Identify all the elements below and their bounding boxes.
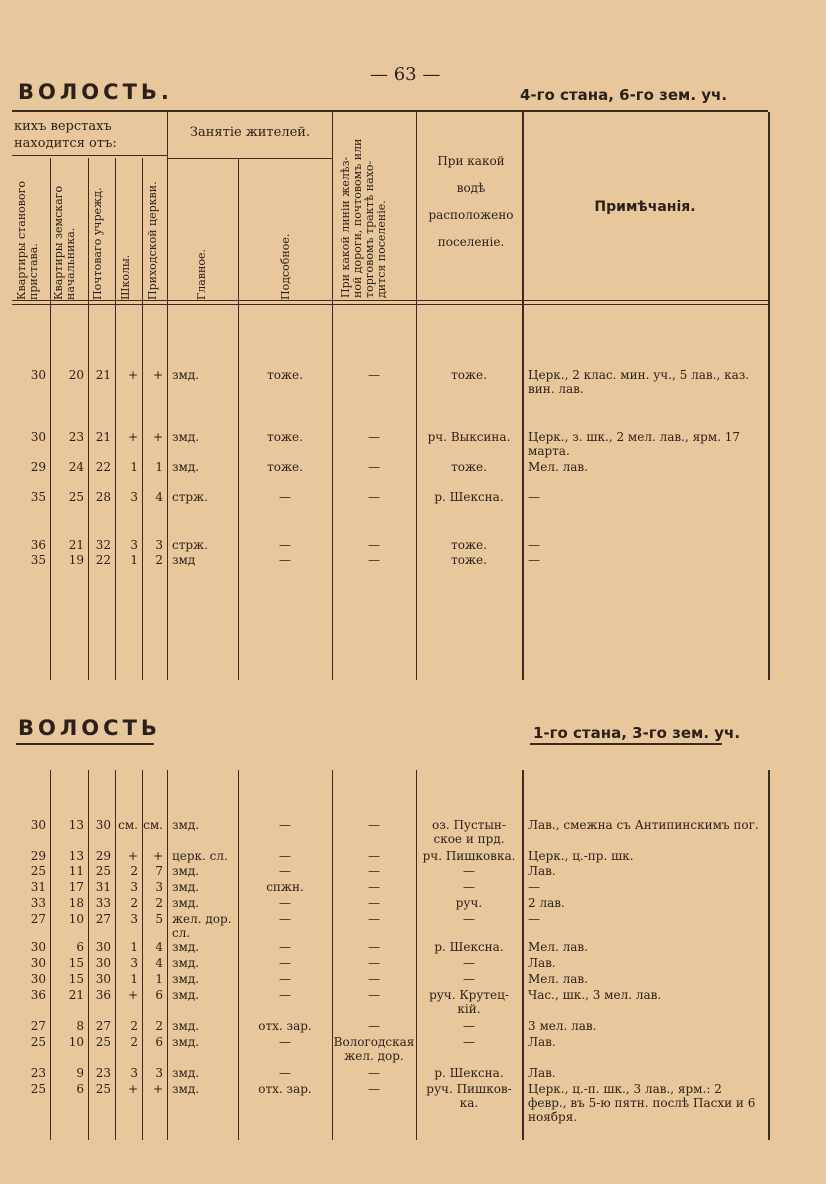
distance-cell: 2 — [130, 896, 138, 910]
occupation-group-header: Занятіе жителей. — [189, 125, 311, 140]
distance-cell: 32 — [95, 538, 111, 552]
distance-cell: 21 — [95, 430, 111, 444]
distance-cell: 25 — [95, 1035, 111, 1049]
distance-cell: 30 — [30, 972, 46, 986]
distance-cell: 25 — [95, 864, 111, 878]
notes-cell: Церк., 2 клас. мин. уч., 5 лав., каз. вин. лав. — [528, 368, 750, 396]
distance-cell: 36 — [95, 988, 111, 1002]
water-cell: тоже. — [451, 538, 487, 552]
notes-cell: Мел. лав. — [528, 460, 588, 474]
district-label-2: 1-го стана, 3-го зем. уч. — [533, 724, 741, 742]
water-cell: — — [463, 1019, 475, 1033]
aux-occupation-cell: — — [279, 818, 291, 832]
distance-cell: 27 — [30, 1019, 46, 1033]
distance-cell: 3 — [130, 880, 138, 894]
distance-cell: 22 — [95, 553, 111, 567]
main-occupation-cell: змд. — [172, 1082, 200, 1096]
distance-cell: 29 — [95, 849, 111, 863]
distance-cell: 29 — [30, 460, 46, 474]
water-cell: руч. Пишков- ка. — [426, 1082, 512, 1110]
distance-cell: 30 — [95, 940, 111, 954]
distance-cell: 3 — [155, 1066, 163, 1080]
distance-cell: 1 — [155, 972, 163, 986]
railway-cell: — — [368, 1019, 380, 1033]
distance-cell: 3 — [155, 880, 163, 894]
water-cell: — — [463, 1035, 475, 1049]
distance-cell: 35 — [30, 490, 46, 504]
railway-cell: — — [368, 864, 380, 878]
distance-cell: 2 — [130, 1019, 138, 1033]
notes-cell: Лав., смежна съ Антипинскимъ пог. — [528, 818, 759, 832]
distance-cell: 30 — [95, 818, 111, 832]
water-cell: — — [463, 864, 475, 878]
main-occupation-cell: змд. — [172, 368, 200, 382]
distance-cell: см. — [143, 818, 163, 832]
main-occupation-cell: змд. — [172, 940, 200, 954]
section-title: ВОЛОСТЬ. — [18, 80, 173, 104]
distance-cell: 20 — [68, 368, 84, 382]
distance-cell: 27 — [95, 912, 111, 926]
distance-cell: 23 — [30, 1066, 46, 1080]
distance-cell: 31 — [95, 880, 111, 894]
distance-cell: + — [127, 849, 138, 863]
notes-cell: Церк., ц.-пр. шк. — [528, 849, 634, 863]
aux-occupation-cell: — — [279, 956, 291, 970]
aux-occupation-cell: — — [279, 988, 291, 1002]
distance-cell: 17 — [68, 880, 84, 894]
distance-cell: 13 — [68, 818, 84, 832]
water-cell: — — [463, 912, 475, 926]
railway-cell: — — [368, 460, 380, 474]
distance-cell: 4 — [155, 956, 163, 970]
distance-cell: 25 — [95, 1082, 111, 1096]
aux-occupation-cell: тоже. — [267, 430, 303, 444]
water-cell: р. Шексна. — [434, 490, 504, 504]
distance-cell: 8 — [76, 1019, 84, 1033]
railway-cell: — — [368, 880, 380, 894]
col-header-church: Приходской церкви. — [146, 181, 159, 300]
distance-cell: 21 — [68, 988, 84, 1002]
notes-cell: Мел. лав. — [528, 940, 588, 954]
aux-occupation-cell: — — [279, 896, 291, 910]
distance-cell: 25 — [68, 490, 84, 504]
railway-cell: — — [368, 988, 380, 1002]
distance-cell: + — [127, 430, 138, 444]
aux-occupation-cell: — — [279, 1066, 291, 1080]
main-occupation-cell: змд. — [172, 972, 200, 986]
col-header-railway: При какой линіи желѣз- ной дороги, почтовомъ или торговомъ трактѣ нахо- дится поселеніе. — [339, 138, 388, 298]
notes-cell: — — [528, 912, 540, 926]
distance-cell: 27 — [95, 1019, 111, 1033]
water-cell: р. Шексна. — [434, 1066, 504, 1080]
notes-cell: Лав. — [528, 1066, 556, 1080]
main-occupation-cell: змд. — [172, 818, 200, 832]
distance-cell: 7 — [155, 864, 163, 878]
water-cell: рч. Выксина. — [427, 430, 511, 444]
distance-cell: 2 — [130, 1035, 138, 1049]
main-occupation-cell: змд — [172, 553, 196, 567]
distance-cell: 3 — [130, 538, 138, 552]
notes-cell: — — [528, 490, 540, 504]
main-occupation-cell: змд. — [172, 880, 200, 894]
railway-cell: — — [368, 490, 380, 504]
col-header-main: Главное. — [195, 249, 208, 300]
main-occupation-cell: змд. — [172, 988, 200, 1002]
railway-cell: — — [368, 912, 380, 926]
railway-cell: — — [368, 368, 380, 382]
col-header-aux: Подсобное. — [279, 233, 292, 300]
railway-cell: — — [368, 430, 380, 444]
distance-cell: 6 — [76, 1082, 84, 1096]
distance-cell: 2 — [130, 864, 138, 878]
notes-cell: — — [528, 553, 540, 567]
distance-cell: 1 — [130, 940, 138, 954]
distance-cell: 6 — [155, 1035, 163, 1049]
aux-occupation-cell: тоже. — [267, 460, 303, 474]
distance-cell: 10 — [68, 1035, 84, 1049]
col-header-school: Школы. — [119, 254, 132, 300]
distance-cell: 30 — [30, 430, 46, 444]
distance-cell: 3 — [130, 956, 138, 970]
aux-occupation-cell: — — [279, 849, 291, 863]
main-occupation-cell: змд. — [172, 1066, 200, 1080]
railway-cell: — — [368, 896, 380, 910]
distance-cell: + — [152, 368, 163, 382]
distance-cell: 33 — [95, 896, 111, 910]
railway-cell: — — [368, 849, 380, 863]
distance-cell: 2 — [155, 1019, 163, 1033]
railway-cell: — — [368, 538, 380, 552]
aux-occupation-cell: — — [279, 538, 291, 552]
notes-cell: — — [528, 880, 540, 894]
notes-cell: 3 мел. лав. — [528, 1019, 597, 1033]
main-occupation-cell: змд. — [172, 1019, 200, 1033]
distance-cell: 23 — [95, 1066, 111, 1080]
water-cell: тоже. — [451, 460, 487, 474]
distance-cell: 6 — [76, 940, 84, 954]
distance-cell: 36 — [30, 988, 46, 1002]
distance-cell: 30 — [30, 818, 46, 832]
distance-cell: 31 — [30, 880, 46, 894]
distance-cell: 25 — [30, 1082, 46, 1096]
distance-cell: 1 — [130, 553, 138, 567]
water-cell: рч. Пишковка. — [422, 849, 516, 863]
aux-occupation-cell: — — [279, 553, 291, 567]
main-occupation-cell: церк. сл. — [172, 849, 228, 863]
aux-occupation-cell: — — [279, 864, 291, 878]
aux-occupation-cell: отх. зар. — [258, 1019, 312, 1033]
distance-cell: 5 — [155, 912, 163, 926]
distance-cell: 30 — [30, 368, 46, 382]
page-number: — 63 — — [370, 64, 441, 85]
distance-cell: 10 — [68, 912, 84, 926]
distance-cell: 30 — [30, 940, 46, 954]
aux-occupation-cell: — — [279, 912, 291, 926]
distance-cell: 13 — [68, 849, 84, 863]
aux-occupation-cell: отх. зар. — [258, 1082, 312, 1096]
distance-cell: 1 — [155, 460, 163, 474]
distance-cell: 24 — [68, 460, 84, 474]
distance-cell: 27 — [30, 912, 46, 926]
water-cell: оз. Пустын- ское и прд. — [432, 818, 506, 846]
main-occupation-cell: стрж. — [172, 538, 208, 552]
main-occupation-cell: змд. — [172, 956, 200, 970]
railway-cell: — — [368, 1066, 380, 1080]
notes-cell: Лав. — [528, 1035, 556, 1049]
main-occupation-cell: змд. — [172, 460, 200, 474]
water-cell: — — [463, 956, 475, 970]
distance-cell: + — [127, 1082, 138, 1096]
distance-cell: 35 — [30, 553, 46, 567]
col-header-water: При какой водѣ расположено поселеніе. — [428, 154, 514, 249]
railway-cell: — — [368, 972, 380, 986]
distance-cell: 29 — [30, 849, 46, 863]
water-cell: — — [463, 972, 475, 986]
distance-cell: 15 — [68, 956, 84, 970]
distance-cell: 9 — [76, 1066, 84, 1080]
distance-cell: 3 — [130, 1066, 138, 1080]
distance-cell: 23 — [68, 430, 84, 444]
distance-cell: 3 — [130, 912, 138, 926]
main-occupation-cell: жел. дор. сл. — [172, 912, 232, 940]
main-occupation-cell: змд. — [172, 896, 200, 910]
water-cell: — — [463, 880, 475, 894]
distance-cell: 25 — [30, 864, 46, 878]
distance-cell: 2 — [155, 553, 163, 567]
water-cell: тоже. — [451, 368, 487, 382]
notes-cell: — — [528, 538, 540, 552]
main-occupation-cell: змд. — [172, 430, 200, 444]
railway-cell: — — [368, 553, 380, 567]
distance-cell: + — [127, 368, 138, 382]
aux-occupation-cell: спжн. — [266, 880, 304, 894]
col-header-stan: Квартиры станового пристава. — [15, 181, 40, 300]
col-header-zemsk: Квартиры земскаго начальника. — [52, 185, 77, 300]
water-cell: тоже. — [451, 553, 487, 567]
section-title-2: ВОЛОСТЬ — [18, 716, 161, 740]
notes-cell: Лав. — [528, 956, 556, 970]
aux-occupation-cell: тоже. — [267, 368, 303, 382]
distance-cell: 3 — [155, 538, 163, 552]
distance-cell: 25 — [30, 1035, 46, 1049]
distance-cell: + — [127, 988, 138, 1002]
distance-cell: 3 — [130, 490, 138, 504]
distance-cell: 6 — [155, 988, 163, 1002]
distance-cell: 2 — [155, 896, 163, 910]
distance-cell: 11 — [68, 864, 84, 878]
distance-cell: 28 — [95, 490, 111, 504]
distance-cell: 4 — [155, 490, 163, 504]
distance-cell: 21 — [68, 538, 84, 552]
district-label: 4-го стана, 6-го зем. уч. — [520, 86, 728, 104]
distance-cell: 30 — [95, 956, 111, 970]
water-cell: руч. — [455, 896, 483, 910]
distance-cell: 30 — [30, 956, 46, 970]
distance-cell: 15 — [68, 972, 84, 986]
distance-cell: 30 — [95, 972, 111, 986]
distance-cell: 22 — [95, 460, 111, 474]
notes-cell: Час., шк., 3 мел. лав. — [528, 988, 662, 1002]
railway-cell: Вологодская жел. дор. — [333, 1035, 415, 1063]
notes-cell: Мел. лав. — [528, 972, 588, 986]
distance-cell: 18 — [68, 896, 84, 910]
notes-cell: 2 лав. — [528, 896, 565, 910]
main-occupation-cell: стрж. — [172, 490, 208, 504]
col-header-notes: Примѣчанія. — [594, 199, 696, 215]
railway-cell: — — [368, 818, 380, 832]
distance-cell: 21 — [95, 368, 111, 382]
distance-cell: 33 — [30, 896, 46, 910]
distance-cell: 1 — [130, 460, 138, 474]
notes-cell: Лав. — [528, 864, 556, 878]
notes-cell: Церк., з. шк., 2 мел. лав., ярм. 17 марта. — [528, 430, 741, 458]
distance-group-header: кихъ верстахъ находится отъ: — [14, 119, 117, 151]
aux-occupation-cell: — — [279, 940, 291, 954]
railway-cell: — — [368, 1082, 380, 1096]
railway-cell: — — [368, 956, 380, 970]
main-occupation-cell: змд. — [172, 1035, 200, 1049]
distance-cell: + — [152, 1082, 163, 1096]
col-header-post: Почтоваго учрежд. — [91, 187, 104, 300]
distance-cell: + — [152, 849, 163, 863]
water-cell: р. Шексна. — [434, 940, 504, 954]
water-cell: руч. Крутец- кій. — [429, 988, 509, 1016]
aux-occupation-cell: — — [279, 1035, 291, 1049]
distance-cell: 1 — [130, 972, 138, 986]
notes-cell: Церк., ц.-п. шк., 3 лав., ярм.: 2 февр., въ 5-ю пятн. послѣ Пасхи и 6 ноября. — [528, 1082, 756, 1124]
main-occupation-cell: змд. — [172, 864, 200, 878]
aux-occupation-cell: — — [279, 972, 291, 986]
distance-cell: 19 — [68, 553, 84, 567]
aux-occupation-cell: — — [279, 490, 291, 504]
distance-cell: см. — [118, 818, 138, 832]
distance-cell: + — [152, 430, 163, 444]
distance-cell: 36 — [30, 538, 46, 552]
railway-cell: — — [368, 940, 380, 954]
distance-cell: 4 — [155, 940, 163, 954]
